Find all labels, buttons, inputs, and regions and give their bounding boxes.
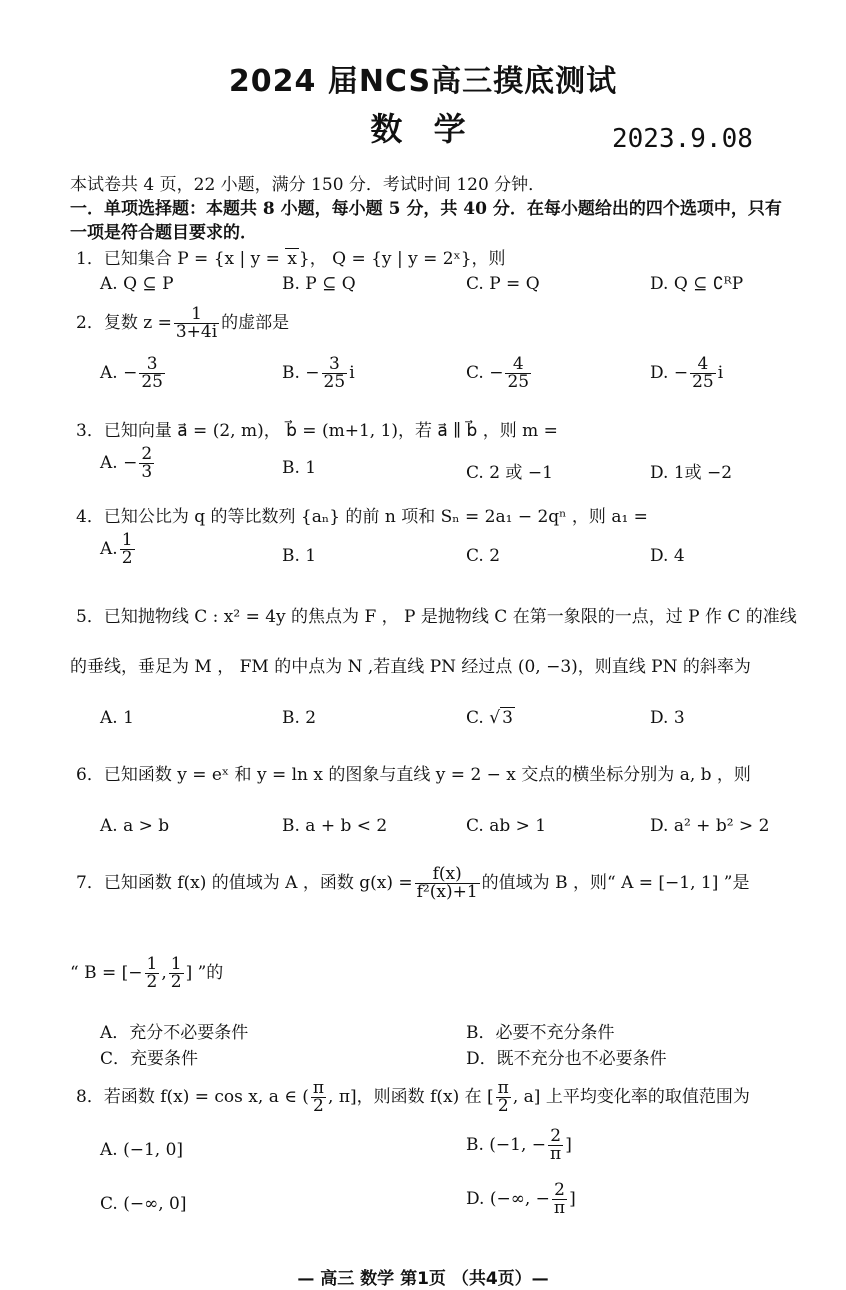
section-instructions-line2: 一项是符合题目要求的． [70, 223, 257, 243]
section-instructions-line1: 一．单项选择题：本题共 8 小题，每小题 5 分，共 40 分．在每小题给出的四个选项中，只有 [70, 199, 782, 219]
question-6-stem: 6．已知函数 y = eˣ 和 y = ln x 的图象与直线 y = 2 − x 交点的横坐标分别为 a, b ，则 [76, 765, 751, 785]
question-3-option-a: A. − $\frac{2}{3}$ [100, 444, 153, 482]
question-4-stem: 4．已知公比为 q 的等比数列 {aₙ} 的前 n 项和 Sₙ = 2a₁ − 2qⁿ ，则 a₁ = [76, 507, 648, 527]
question-3-option-d: D. 1或 −2 [650, 463, 733, 483]
question-6-option-a: A. a > b [100, 816, 170, 836]
question-5-option-c: C. √ 3 [466, 708, 513, 728]
question-5-option-a: A. 1 [100, 708, 134, 728]
question-4-option-a: A. $\frac{1}{2}$ [100, 530, 133, 568]
question-2-option-a: A. − $\frac{3}{25}$ [100, 354, 163, 392]
question-8-option-c: C. (−∞, 0] [100, 1194, 187, 1214]
question-6-option-c: C. ab > 1 [466, 816, 547, 836]
question-7-stem-line1: 7．已知函数 f(x) 的值域为 A ，函数 g(x) = $\frac{f(x)}{\text{f²(x)+1}}$ 的值域为 B ，则“ A = [−1, 1] ”是 [76, 864, 750, 902]
exam-date: 2023.9.08 [612, 124, 753, 154]
question-7-option-c: C．充要条件 [100, 1049, 199, 1069]
question-2-option-d: D. − $\frac{4}{25}$ i [650, 354, 724, 392]
question-1-option-c: C. P = Q [466, 274, 540, 294]
question-5-option-b: B. 2 [282, 708, 317, 728]
question-5-stem-line1: 5．已知抛物线 C : x² = 4y 的焦点为 F ， P 是抛物线 C 在第一象限的一点，过 P 作 C 的准线 [76, 607, 797, 627]
question-3-stem: 3．已知向量 a⃗ = (2, m)， b⃗ = (m+1, 1)，若 a⃗ ∥ b⃗ ，则 m = [76, 421, 558, 441]
question-8-option-a: A. (−1, 0] [100, 1140, 184, 1160]
question-4-option-b: B. 1 [282, 546, 317, 566]
exam-title: 2024 届NCS高三摸底测试 [228, 64, 618, 99]
question-2-option-b: B. − $\frac{3}{25}$ i [282, 354, 355, 392]
exam-intro: 本试卷共 4 页，22 小题，满分 150 分．考试时间 120 分钟． [70, 175, 546, 195]
question-8-option-d: D. (−∞, − $\frac{2}{\pi}$ ] [466, 1180, 576, 1218]
subject-title: 数 学 [370, 110, 476, 148]
question-5-stem-line2: 的垂线，垂足为 M ， FM 的中点为 N ,若直线 PN 经过点 (0, −3)，则直线 PN 的斜率为 [70, 657, 751, 677]
question-1-option-b: B. P ⊆ Q [282, 274, 356, 294]
question-2-option-c: C. − $\frac{4}{25}$ [466, 354, 530, 392]
question-1-stem: 1．已知集合 P = {x | y = x }， Q = {y | y = 2ˣ}，则 [76, 249, 506, 269]
question-4-option-d: D. 4 [650, 546, 685, 566]
question-8-stem: 8．若函数 f(x) = cos x, a ∈ ( $\frac{\pi}{2}$ , π]，则函数 f(x) 在 [ $\frac{\pi}{2}$ , a] 上平均变化率的取值范围为 [76, 1078, 750, 1116]
page-footer: — 高三 数学 第1页 （共4页）— [297, 1269, 549, 1289]
question-7-stem-line2: “ B = [− $\frac{1}{2}$ , $\frac{1}{2}$ ] ”的 [70, 954, 224, 992]
question-7-option-a: A．充分不必要条件 [100, 1023, 249, 1043]
question-7-option-d: D．既不充分也不必要条件 [466, 1049, 667, 1069]
question-4-option-c: C. 2 [466, 546, 501, 566]
question-8-option-b: B. (−1, − $\frac{2}{\pi}$ ] [466, 1126, 572, 1164]
question-6-option-d: D. a² + b² > 2 [650, 816, 770, 836]
question-7-option-b: B．必要不充分条件 [466, 1023, 615, 1043]
question-5-option-d: D. 3 [650, 708, 685, 728]
question-1-option-a: A. Q ⊆ P [100, 274, 174, 294]
question-2-stem: 2．复数 z = $\frac{1}{3+4i}$ 的虚部是 [76, 304, 290, 342]
question-3-option-b: B. 1 [282, 458, 317, 478]
question-1-option-d: D. Q ⊆ ∁ᴿP [650, 274, 744, 294]
question-3-option-c: C. 2 或 −1 [466, 463, 553, 483]
question-6-option-b: B. a + b < 2 [282, 816, 388, 836]
